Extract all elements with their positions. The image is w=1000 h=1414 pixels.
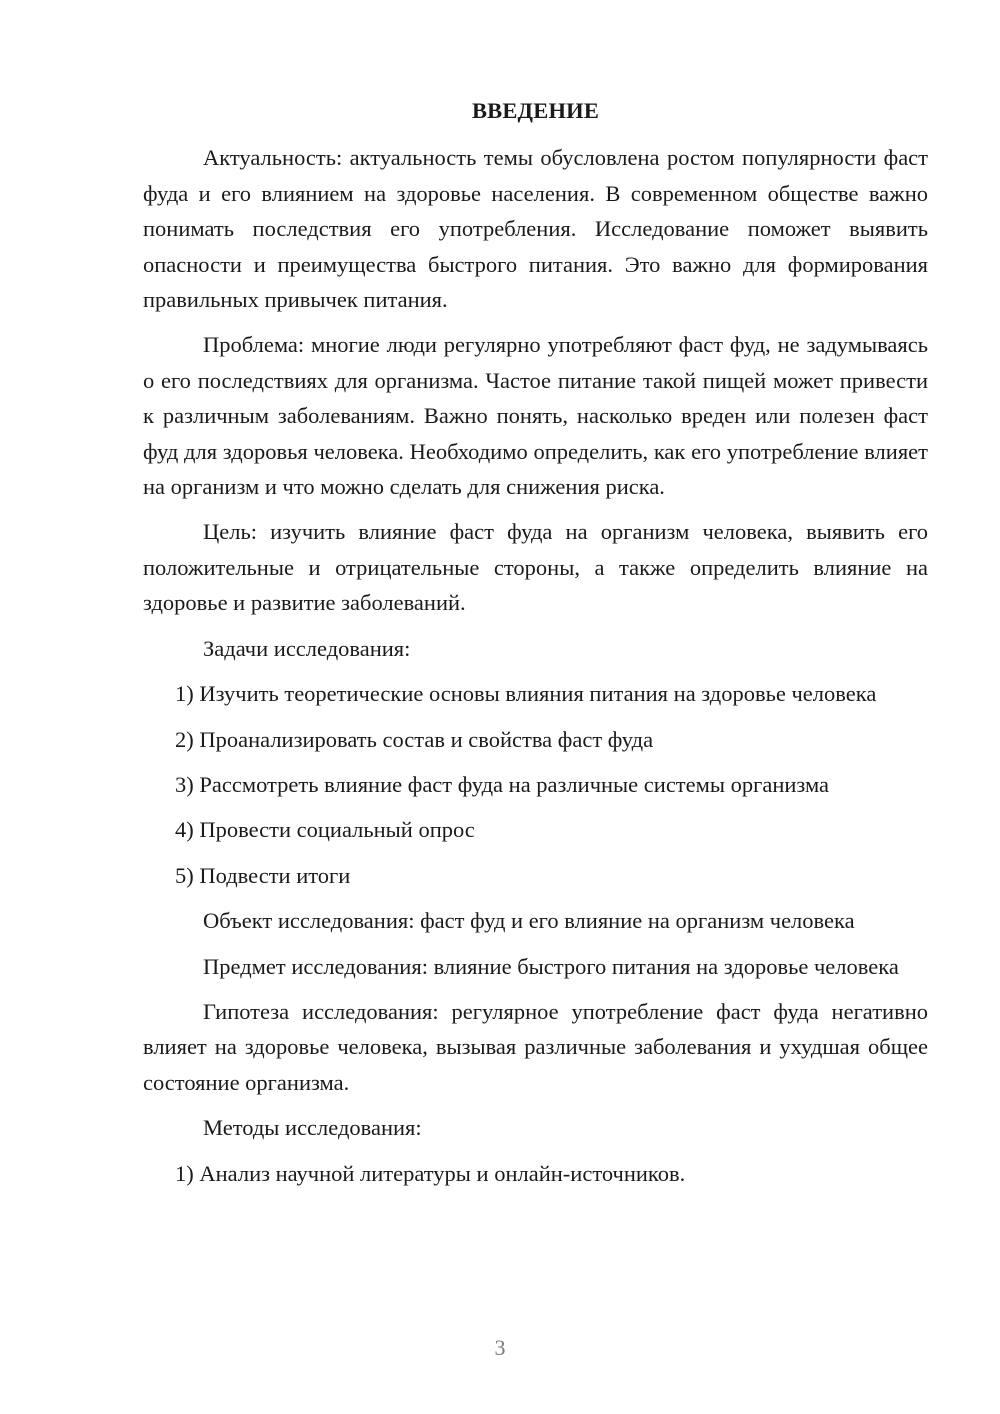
tasks-heading: Задачи исследования: bbox=[203, 635, 411, 661]
methods-heading: Методы исследования: bbox=[203, 1115, 422, 1141]
problem-paragraph: Проблема: многие люди регулярно употребляют фаст фуд, не задумываясь о его последствиях для организма. Частое питание такой пищей может привести к различным заболеваниям. Важно понять, насколько вреден или полезен фаст фуд для здоровья человека. Необходимо определить, как его употребление влияет на организм и что можно сделать для снижения риска. bbox=[143, 332, 928, 500]
subject-paragraph: Предмет исследования: влияние быстрого питания на здоровье человека bbox=[203, 953, 899, 979]
relevance-paragraph: Актуальность: актуальность темы обусловлена ростом популярности фаст фуда и его влиянием на здоровье населения. В современном обществе важно понимать последствия его употребления. Исследование поможет выявить опасности и преимущества быстрого питания. Это важно для формирования правильных привычек питания. bbox=[143, 145, 928, 313]
task-item: 3) Рассмотреть влияние фаст фуда на различные системы организма bbox=[175, 771, 830, 797]
task-item: 1) Изучить теоретические основы влияния питания на здоровье человека bbox=[175, 681, 877, 707]
page-number: 3 bbox=[494, 1335, 506, 1360]
task-item: 5) Подвести итоги bbox=[175, 862, 351, 888]
document-body bbox=[143, 93, 928, 1201]
task-item: 4) Провести социальный опрос bbox=[175, 817, 475, 843]
method-item: 1) Анализ научной литературы и онлайн-источников. bbox=[175, 1160, 686, 1186]
task-item: 2) Проанализировать состав и свойства фаст фуда bbox=[175, 726, 654, 752]
object-paragraph: Объект исследования: фаст фуд и его влияние на организм человека bbox=[203, 908, 855, 934]
section-title: ВВЕДЕНИЕ bbox=[471, 98, 600, 123]
goal-paragraph: Цель: изучить влияние фаст фуда на организм человека, выявить его положительные и отрицательные стороны, а также определить влияние на здоровье и развитие заболеваний. bbox=[143, 519, 928, 616]
hypothesis-paragraph: Гипотеза исследования: регулярное употребление фаст фуда негативно влияет на здоровье человека, вызывая различные заболевания и ухудшая общее состояние организма. bbox=[143, 998, 928, 1095]
